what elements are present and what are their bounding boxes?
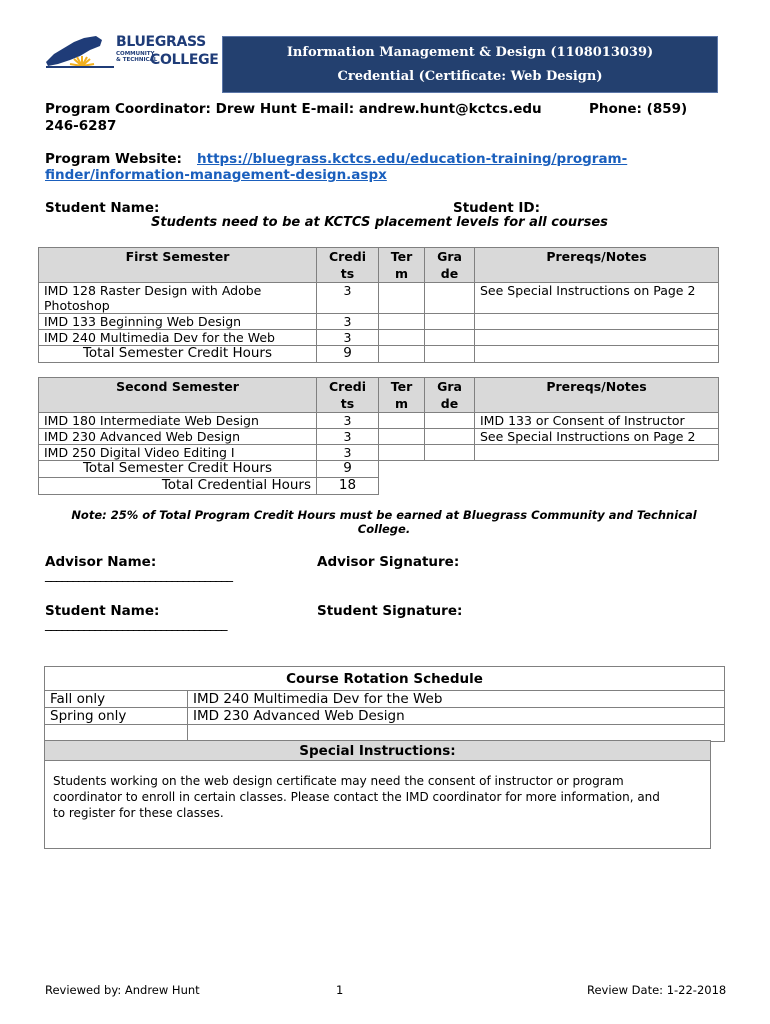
grade-cell[interactable] [425, 413, 475, 429]
credit-hours-note [50, 508, 718, 536]
term-cell[interactable] [379, 445, 425, 461]
logo-wordmark-bottom: COLLEGE [150, 52, 219, 68]
term-header: Ter m [379, 248, 425, 283]
course-notes: See Special Instructions on Page 2 [475, 283, 719, 314]
placement-note: Students need to be at KCTCS placement levels for all courses [151, 215, 608, 230]
table-row [39, 314, 719, 330]
notes-header: Prereqs/Notes [475, 378, 719, 413]
note-line-1: Note: 25% of Total Program Credit Hours must be earned at Bluegrass Community and Technical [71, 508, 697, 522]
special-line-2: coordinator to enroll in certain classes. Please contact the IMD coordinator for more information, and [53, 790, 660, 804]
student-id-label: Student ID: [453, 200, 540, 216]
grade-cell[interactable] [425, 429, 475, 445]
semester-title: First Semester [39, 248, 317, 283]
course-notes: IMD 133 or Consent of Instructor [475, 413, 719, 429]
table-row [45, 691, 725, 708]
table-row [39, 283, 719, 314]
empty-cell [425, 478, 475, 495]
course-name: IMD 128 Raster Design with Adobe Photoshop [39, 283, 317, 314]
grade-cell [425, 346, 475, 363]
phone-label: Phone: (859) [589, 101, 688, 117]
empty-cell [379, 478, 425, 495]
grade-header: Gra de [425, 378, 475, 413]
course-credits: 3 [317, 429, 379, 445]
total-row [39, 346, 719, 363]
table-row [39, 445, 719, 461]
course-notes [475, 314, 719, 330]
course-credits: 3 [317, 445, 379, 461]
rotation-term: Spring only [45, 708, 188, 725]
grade-header: Gra de [425, 248, 475, 283]
rotation-term: Fall only [45, 691, 188, 708]
advisor-signature-line[interactable]: __________________________________ [45, 568, 232, 583]
term-cell[interactable] [379, 283, 425, 314]
empty-cell [475, 478, 719, 495]
rotation-header-row [45, 667, 725, 691]
course-name: IMD 230 Advanced Web Design [39, 429, 317, 445]
website-link-line-2[interactable]: finder/information-management-design.aspx [45, 167, 387, 183]
page-number: 1 [336, 983, 344, 997]
credential-title-banner [222, 36, 718, 93]
special-instructions-text [53, 773, 703, 821]
course-name: IMD 250 Digital Video Editing I [39, 445, 317, 461]
logo-small-line-2: & TECHNICAL [116, 57, 158, 63]
grade-cell[interactable] [425, 445, 475, 461]
special-instructions-box [44, 740, 711, 849]
student-name-label-2: Student Name: [45, 603, 160, 619]
website-label: Program Website: [45, 151, 182, 167]
term-cell[interactable] [379, 314, 425, 330]
grade-cell[interactable] [425, 330, 475, 346]
logo-wordmark-top: BLUEGRASS [116, 34, 206, 50]
term-cell[interactable] [379, 413, 425, 429]
website-link-line-1[interactable]: https://bluegrass.kctcs.edu/education-training/program- [197, 151, 628, 167]
first-semester-table [38, 247, 719, 363]
term-cell[interactable] [379, 429, 425, 445]
empty-cell [425, 461, 475, 478]
table-row [45, 725, 725, 742]
course-credits: 3 [317, 413, 379, 429]
term-cell [379, 346, 425, 363]
course-credits: 3 [317, 314, 379, 330]
notes-cell [475, 346, 719, 363]
course-notes [475, 330, 719, 346]
semester-title: Second Semester [39, 378, 317, 413]
total-row [39, 461, 719, 478]
second-semester-table [38, 377, 719, 495]
notes-header: Prereqs/Notes [475, 248, 719, 283]
table-row [45, 708, 725, 725]
grade-cell[interactable] [425, 314, 475, 330]
course-name: IMD 180 Intermediate Web Design [39, 413, 317, 429]
term-header: Ter m [379, 378, 425, 413]
term-cell[interactable] [379, 330, 425, 346]
credential-title: Credential (Certificate: Web Design) [337, 69, 603, 84]
rotation-course: IMD 240 Multimedia Dev for the Web [188, 691, 725, 708]
rotation-term [45, 725, 188, 742]
student-signature-line[interactable]: _________________________________ [45, 617, 227, 632]
total-credential-label: Total Credential Hours [39, 478, 317, 495]
review-date: Review Date: 1-22-2018 [587, 983, 727, 997]
advisor-signature-label: Advisor Signature: [317, 554, 460, 570]
rotation-title: Course Rotation Schedule [45, 667, 725, 691]
table-row [39, 330, 719, 346]
total-semester-label: Total Semester Credit Hours [39, 346, 317, 363]
college-logo [44, 32, 219, 72]
table-header-row [39, 378, 719, 413]
table-row [39, 413, 719, 429]
coordinator-line [45, 101, 542, 117]
table-row [39, 429, 719, 445]
kentucky-sunburst-icon [44, 32, 116, 72]
total-credential-value: 18 [317, 478, 379, 495]
student-signature-label: Student Signature: [317, 603, 463, 619]
coordinator-email: andrew.hunt@kctcs.edu [358, 101, 542, 117]
total-semester-value: 9 [317, 346, 379, 363]
phone-continued: 246-6287 [45, 118, 117, 134]
special-line-1: Students working on the web design certificate may need the consent of instructor or program [53, 774, 624, 788]
note-line-2: College. [357, 522, 411, 536]
coordinator-name: Drew Hunt [215, 101, 297, 117]
course-credits: 3 [317, 283, 379, 314]
course-name: IMD 240 Multimedia Dev for the Web [39, 330, 317, 346]
course-rotation-table [44, 666, 725, 742]
advisor-name-label: Advisor Name: [45, 554, 157, 570]
grade-cell[interactable] [425, 283, 475, 314]
special-line-3: to register for these classes. [53, 806, 224, 820]
empty-cell [475, 461, 719, 478]
course-notes: See Special Instructions on Page 2 [475, 429, 719, 445]
total-semester-label: Total Semester Credit Hours [39, 461, 317, 478]
student-name-label: Student Name: [45, 200, 160, 216]
reviewed-by: Reviewed by: Andrew Hunt [45, 983, 200, 997]
credits-header: Credi ts [317, 378, 379, 413]
total-credential-row [39, 478, 719, 495]
empty-cell [379, 461, 425, 478]
rotation-course: IMD 230 Advanced Web Design [188, 708, 725, 725]
credits-header: Credi ts [317, 248, 379, 283]
total-semester-value: 9 [317, 461, 379, 478]
coordinator-label: Program Coordinator: [45, 101, 211, 117]
special-instructions-title: Special Instructions: [45, 741, 710, 761]
course-credits: 3 [317, 330, 379, 346]
course-name: IMD 133 Beginning Web Design [39, 314, 317, 330]
email-label: E-mail: [301, 101, 355, 117]
table-header-row [39, 248, 719, 283]
logo-small-line-1: COMMUNITY [116, 51, 155, 57]
program-title: Information Management & Design (1108013039) [286, 45, 654, 60]
course-notes [475, 445, 719, 461]
rotation-course [188, 725, 725, 742]
